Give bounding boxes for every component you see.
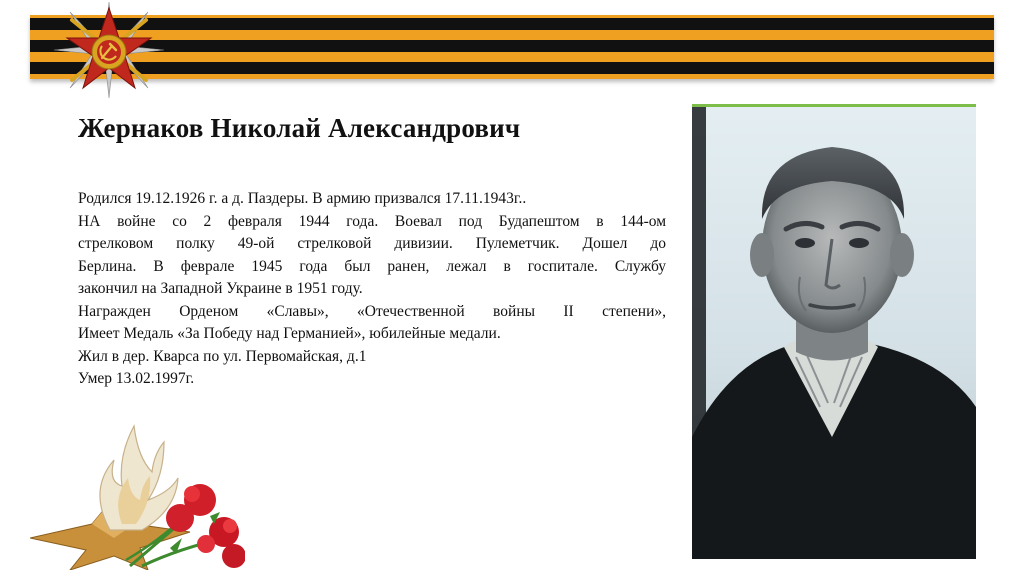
bio-line: Родился 19.12.1926 г. а д. Паздеры. В армию призвался 17.11.1943г..	[78, 190, 527, 207]
portrait-photo	[692, 104, 976, 559]
bio-line: Жил в дер. Кварса по ул. Первомайская, д.1	[78, 347, 367, 365]
person-name: Жернаков Николай Александрович	[78, 113, 521, 143]
order-of-patriotic-war-icon	[50, 0, 168, 100]
bio-line: Награжден Орденом «Славы», «Отечественной войны II степени»,	[78, 302, 666, 320]
bio-line: закончил на Западной Украине в 1951 году.	[78, 280, 363, 297]
bio-line: Умер 13.02.1997г.	[78, 370, 195, 387]
bio-line: Берлина. В феврале 1945 года был ранен, лежал в госпитале. Службу	[78, 257, 666, 275]
eternal-flame-icon	[30, 420, 245, 570]
portrait-image	[692, 107, 976, 559]
biography-text	[78, 188, 666, 391]
bio-line: стрелковом полку 49-ой стрелковой дивизии. Пулеметчик. Дошел до	[78, 235, 666, 252]
bio-line: НА войне со 2 февраля 1944 года. Воевал под Будапештом в 144-ом	[78, 212, 666, 230]
bio-line: Имеет Медаль «За Победу над Германией», юбилейные медали.	[78, 325, 501, 342]
flame-icon	[100, 426, 178, 530]
st-george-ribbon	[30, 15, 994, 79]
